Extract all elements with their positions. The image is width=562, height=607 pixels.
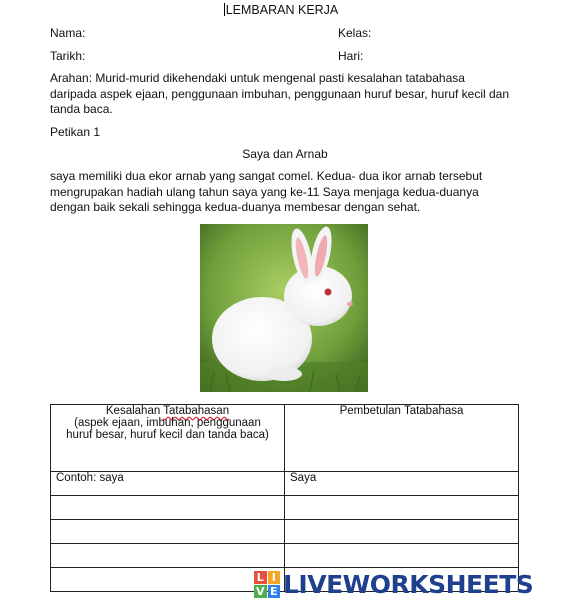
logo-letter-e: E	[268, 585, 281, 598]
col1-subtitle: (aspek ejaan, imbuhan, penggunaan huruf besar, huruf kecil dan tanda baca)	[66, 417, 269, 441]
nama-label: Nama:	[50, 26, 86, 40]
spellcheck-underline: Tatabahasan	[163, 405, 230, 417]
liveworksheets-logo[interactable]	[254, 569, 533, 599]
rabbit-image	[200, 224, 368, 392]
col2-header	[285, 405, 519, 472]
answer-fix-cell[interactable]	[285, 496, 519, 520]
logo-letter-l: L	[254, 571, 267, 584]
grammar-table	[50, 404, 519, 592]
table-header-row	[51, 405, 519, 472]
col1-header	[51, 405, 285, 472]
answer-fix-cell[interactable]	[285, 520, 519, 544]
tarikh-label: Tarikh:	[50, 49, 86, 63]
brand-text: LIVEWORKSHEETS	[283, 569, 534, 599]
col2-title: Pembetulan Tatabahasa	[339, 405, 464, 417]
answer-fix-cell[interactable]	[285, 544, 519, 568]
hari-label: Hari:	[338, 49, 364, 63]
example-error-cell: Contoh: saya	[51, 472, 285, 496]
answer-error-cell[interactable]	[51, 520, 285, 544]
text-cursor	[224, 3, 225, 16]
table-row	[51, 520, 519, 544]
instructions: Arahan: Murid-murid dikehendaki untuk mengenal pasti kesalahan tatabahasa daripada aspek ejaan, penggunaan imbuhan, penggunaan huruf besar, huruf kecil dan tanda baca.	[50, 71, 510, 116]
live-logo-icon	[254, 571, 280, 597]
story-title: Saya dan Arnab	[242, 147, 328, 161]
answer-error-cell[interactable]	[51, 496, 285, 520]
story-text: saya memiliki dua ekor arnab yang sangat comel. Kedua- dua ikor arnab tersebut mengrupakan hadiah ulang tahun saya yang ke-11 Saya menjaga kedua-duanya dengan baik sekali sehingga kedua-duanya membesar dengan sehat.	[50, 169, 483, 214]
title-text: LEMBARAN KERJA	[225, 3, 339, 17]
kelas-label: Kelas:	[338, 26, 372, 40]
table-row	[51, 472, 519, 496]
col1-title: Kesalahan Tatabahasan	[105, 405, 230, 417]
logo-letter-i: I	[268, 571, 281, 584]
answer-error-cell[interactable]	[51, 568, 285, 592]
table-row	[51, 496, 519, 520]
example-fix-cell: Saya	[285, 472, 519, 496]
table-row	[51, 544, 519, 568]
page-title	[0, 3, 562, 17]
answer-error-cell[interactable]	[51, 544, 285, 568]
logo-letter-v: V	[255, 585, 265, 598]
excerpt-label: Petikan 1	[50, 125, 101, 139]
